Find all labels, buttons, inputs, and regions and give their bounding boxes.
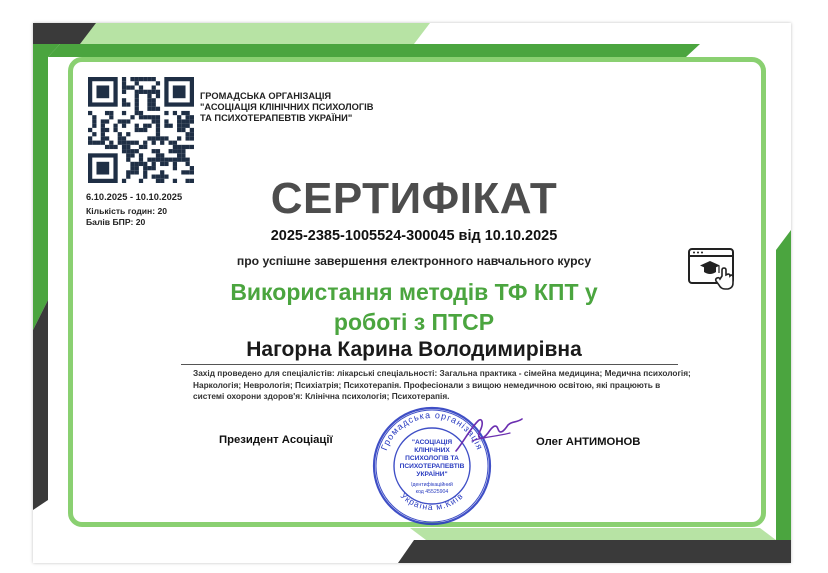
issuer-line: "АСОЦІАЦІЯ КЛІНІЧНИХ ПСИХОЛОГІВ: [200, 102, 374, 112]
course-title: [194, 277, 634, 337]
stamp-center-line: КЛІНІЧНИХ: [414, 447, 450, 454]
issuer-line: ГРОМАДСЬКА ОРГАНІЗАЦІЯ: [200, 91, 332, 101]
course-hours: Кількість годин: 20: [86, 206, 168, 216]
bottom-dark-band: [398, 540, 791, 563]
stamp-code-line: код 45525904: [415, 489, 449, 495]
bottom-light-band: [410, 528, 776, 540]
stamp-outer-top: Громадська організація: [378, 409, 486, 452]
issuer-line: ТА ПСИХОТЕРАПЕВТІВ УКРАЇНИ": [200, 113, 353, 123]
handwritten-signature: [452, 411, 526, 455]
recipient-name: Нагорна Карина Володимирівна: [246, 338, 582, 361]
stamp-center-line: ПСИХОЛОГІВ ТА: [405, 455, 459, 462]
certificate-subtitle: про успішне завершення електронного навчального курсу: [236, 254, 592, 268]
top-green-band: [48, 44, 700, 57]
stamp-center-line: УКРАЇНИ": [416, 471, 448, 478]
stamp-code-line: Ідентифікаційний: [411, 482, 453, 488]
course-points: Балів БПР: 20: [86, 217, 146, 227]
left-dark-band: [33, 300, 48, 510]
course-dates: 6.10.2025 - 10.10.2025: [86, 192, 183, 202]
signer-name: Олег АНТИМОНОВ: [536, 436, 641, 448]
certificate-number: 2025-2385-1005524-300045 від 10.10.2025: [270, 228, 558, 244]
issuer-name: [200, 91, 400, 124]
course-title-line: Використання методів ТФ КПТ у: [230, 279, 598, 305]
top-light-band: [80, 23, 430, 44]
right-green-band: [776, 230, 791, 540]
qr-code-icon: [88, 77, 194, 183]
president-label: Президент Асоціації: [219, 434, 333, 446]
certificate-title: СЕРТИФІКАТ: [270, 174, 558, 223]
online-course-icon: [686, 246, 740, 294]
course-title-line: роботі з ПТСР: [333, 309, 495, 335]
stamp-outer-bottom: Україна м.Київ: [398, 490, 466, 513]
stamp-center-line: ПСИХОТЕРАПЕВТІВ: [399, 463, 465, 470]
stamp-center-line: "АСОЦІАЦІЯ: [411, 439, 453, 446]
divider: [181, 364, 678, 365]
target-audience-note: Захід проведено для спеціалістів: лікарські спеціальності: Загальна практика - сімейна медицина; Медична психологія; Наркологія; Неврологія; Психіатрія; Психотерапія. Професіонали з вищою немедичною освітою, які працюють в системі охорони здоров'я: Клінічна психологія; Психотерапія.: [193, 368, 691, 401]
